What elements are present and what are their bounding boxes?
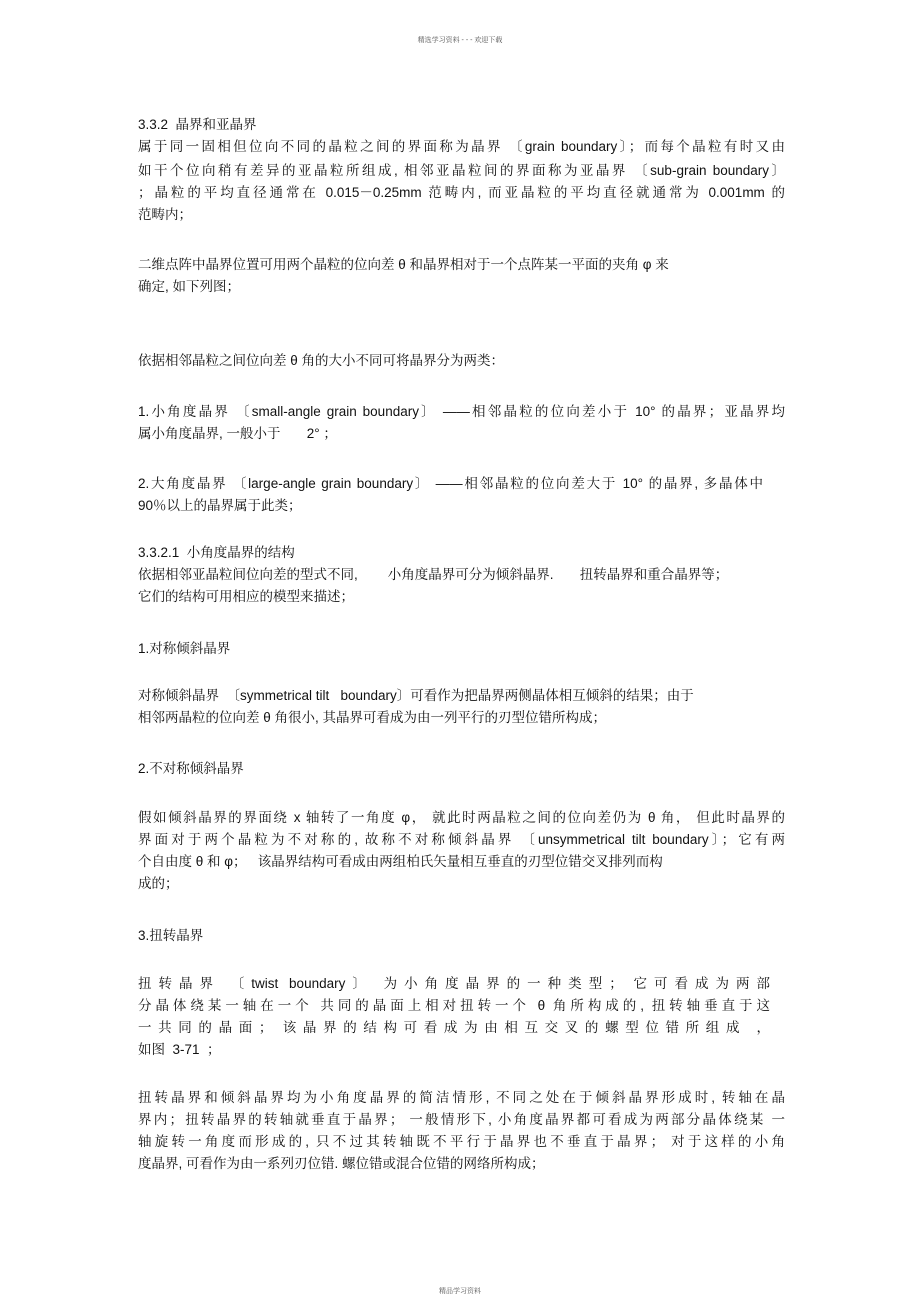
text-line: 轴旋转一角度而形成的, 只不过其转轴既不平行于晶界也不垂直于晶界； 对于这样的小角	[138, 1134, 785, 1149]
text-line: 它们的结构可用相应的模型来描述；	[138, 589, 354, 604]
text-line: 分晶体绕某一轴在一个 共同的晶面上相对扭转一个 θ 角所构成的, 扭转轴垂直于这	[138, 998, 770, 1013]
text-line: 属于同一固相但位向不同的晶粒之间的界面称为晶界 〔grain boundary〕；而每个晶粒有时又由	[138, 139, 785, 154]
subsection-heading: 3.3.2.1 小角度晶界的结构	[138, 545, 295, 560]
text-line: 扭转晶界和倾斜晶界均为小角度晶界的简洁情形, 不同之处在于倾斜晶界形成时, 转轴在晶	[138, 1090, 785, 1105]
item-heading: 3.扭转晶界	[138, 928, 204, 943]
text-line: 一共同的晶面； 该晶界的结构可看成为由相互交叉的螺型位错所组成 ，	[138, 1020, 770, 1035]
page-footer: 精品学习资料	[439, 1288, 481, 1295]
text-line: 个自由度 θ 和 φ； 该晶界结构可看成由两组柏氏矢量相互垂直的刃型位错交叉排列而构	[138, 854, 663, 869]
text-line: 度晶界, 可看作为由一系列刃位错. 螺位错或混合位错的网络所构成；	[138, 1156, 545, 1171]
text-line: 依据相邻亚晶粒间位向差的型式不同, 小角度晶界可分为倾斜晶界. 扭转晶界和重合晶界等；	[138, 567, 729, 582]
page-header: 精选学习资料 - - - 欢迎下载	[417, 37, 503, 44]
section-heading: 3.3.2 晶界和亚晶界	[138, 117, 257, 132]
item-heading: 2.不对称倾斜晶界	[138, 761, 244, 776]
text-line: 属小角度晶界, 一般小于 2° ；	[138, 426, 337, 441]
text-line: 相邻两晶粒的位向差 θ 角很小, 其晶界可看成为由一列平行的刃型位错所构成；	[138, 710, 607, 725]
text-line: 如图 3-71 ；	[138, 1042, 221, 1057]
text-line: ；晶粒的平均直径通常在 0.015－0.25mm 范畴内, 而亚晶粒的平均直径就通常为 0.001mm 的	[138, 185, 785, 200]
text-line: 90％以上的晶界属于此类；	[138, 498, 302, 513]
text-line: 界面对于两个晶粒为不对称的, 故称不对称倾斜晶界 〔unsymmetrical tilt boundary〕；它有两	[138, 832, 785, 847]
text-line: 对称倾斜晶界 〔symmetrical tilt boundary〕可看作为把晶界两侧晶体相互倾斜的结果；由于	[138, 688, 694, 703]
text-line: 如干个位向稍有差异的亚晶粒所组成, 相邻亚晶粒间的界面称为亚晶界 〔sub-grain boundary〕	[138, 163, 785, 178]
text-line: 2.大角度晶界 〔large-angle grain boundary〕 ——相邻晶粒的位向差大于 10° 的晶界, 多晶体中	[138, 476, 763, 491]
text-line: 确定, 如下列图；	[138, 279, 241, 294]
text-line: 界内；扭转晶界的转轴就垂直于晶界； 一般情形下, 小角度晶界都可看成为两部分晶体绕某 一	[138, 1112, 785, 1127]
text-line: 范畴内；	[138, 207, 192, 222]
text-line: 假如倾斜晶界的界面绕 x 轴转了一角度 φ， 就此时两晶粒之间的位向差仍为 θ 角， 但此时晶界的	[138, 810, 785, 825]
text-line: 1.小角度晶界 〔small-angle grain boundary〕 ——相邻晶粒的位向差小于 10° 的晶界；亚晶界均	[138, 404, 785, 419]
text-line: 依据相邻晶粒之间位向差 θ 角的大小不同可将晶界分为两类：	[138, 353, 505, 368]
text-line: 二维点阵中晶界位置可用两个晶粒的位向差 θ 和晶界相对于一个点阵某一平面的夹角 φ 来	[138, 257, 669, 272]
item-heading: 1.对称倾斜晶界	[138, 641, 231, 656]
text-line: 扭转晶界 〔twist boundary〕 为小角度晶界的一种类型； 它可看成为两部	[138, 976, 770, 991]
text-line: 成的；	[138, 876, 179, 891]
